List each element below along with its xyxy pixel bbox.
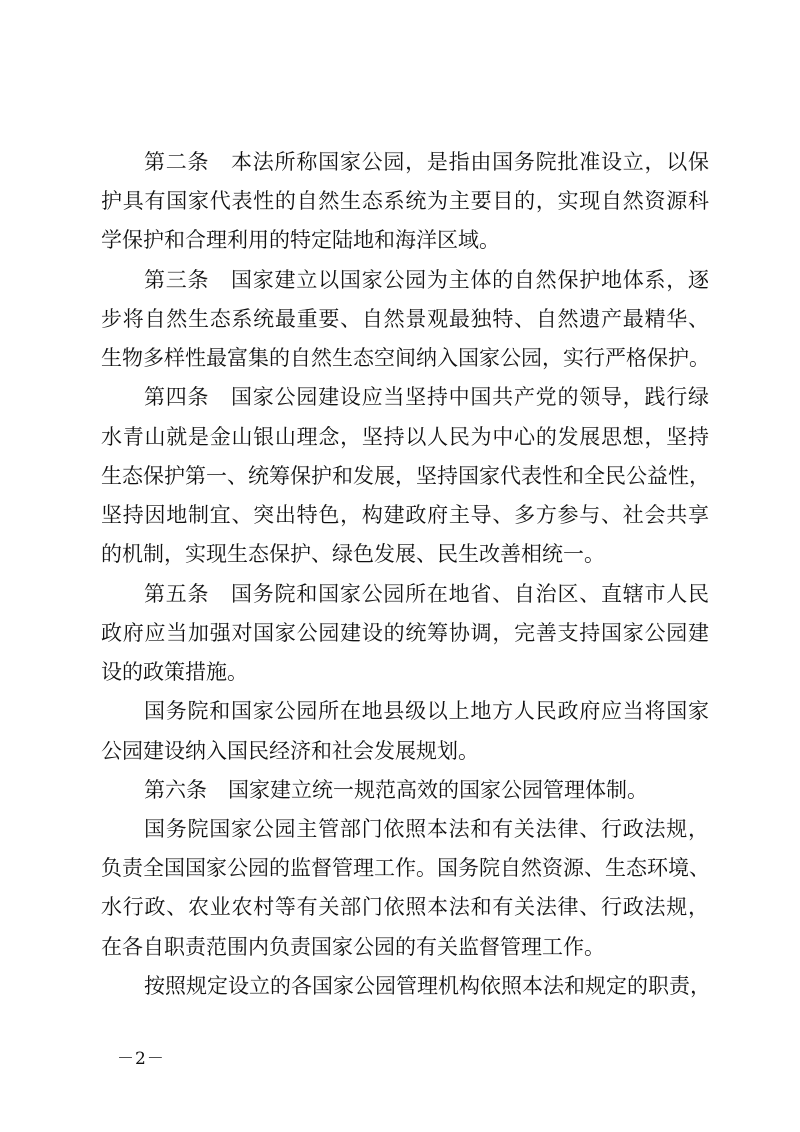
text-line: 的机制，实现生态保护、绿色发展、民生改善相统一。: [101, 542, 605, 567]
text-line: 在各自职责范围内负责国家公园的有关监督管理工作。: [101, 934, 605, 959]
paragraph: [101, 771, 709, 810]
text-line: 学保护和合理利用的特定陆地和海洋区域。: [101, 228, 500, 253]
text-line: 护具有国家代表性的自然生态系统为主要目的，实现自然资源科: [101, 189, 709, 214]
text-line: 坚持因地制宜、突出特色，构建政府主导、多方参与、社会共享: [101, 503, 709, 528]
paragraph: [101, 378, 709, 574]
paragraph: [101, 261, 709, 379]
page-number: －2－: [117, 1049, 165, 1069]
text-line: 第六条 国家建立统一规范高效的国家公园管理体制。: [144, 777, 648, 802]
text-line: 国务院国家公园主管部门依照本法和有关法律、行政法规，: [144, 816, 709, 841]
text-line: 水行政、农业农村等有关部门依照本法和有关法律、行政法规，: [101, 895, 709, 920]
text-line: 第二条 本法所称国家公园，是指由国务院批准设立，以保: [144, 150, 709, 174]
text-line: 生态保护第一、统筹保护和发展，坚持国家代表性和全民公益性，: [101, 463, 710, 488]
paragraph: [101, 575, 709, 693]
document-body: [101, 143, 709, 1006]
paragraph: [101, 692, 709, 770]
text-line: 第三条 国家建立以国家公园为主体的自然保护地体系，逐: [144, 267, 709, 292]
text-line: 步将自然生态系统最重要、自然景观最独特、自然遗产最精华、: [101, 306, 709, 331]
text-line: 生物多样性最富集的自然生态空间纳入国家公园，实行严格保护。: [101, 346, 710, 371]
paragraph: [101, 967, 709, 1006]
text-line: 第四条 国家公园建设应当坚持中国共产党的领导，践行绿: [144, 385, 709, 410]
text-line: 按照规定设立的各国家公园管理机构依照本法和规定的职责，: [144, 973, 711, 998]
text-line: 负责全国国家公园的监督管理工作。国务院自然资源、生态环境、: [101, 856, 710, 881]
paragraph: [101, 143, 709, 261]
text-line: 设的政策措施。: [101, 660, 248, 685]
text-line: 政府应当加强对国家公园建设的统筹协调，完善支持国家公园建: [101, 620, 709, 645]
text-line: 水青山就是金山银山理念，坚持以人民为中心的发展思想，坚持: [101, 424, 709, 449]
text-line: 公园建设纳入国民经济和社会发展规划。: [101, 738, 479, 763]
text-line: 国务院和国家公园所在地县级以上地方人民政府应当将国家: [144, 699, 709, 724]
paragraph: [101, 810, 709, 967]
text-line: 第五条 国务院和国家公园所在地省、自治区、直辖市人民: [144, 581, 709, 606]
